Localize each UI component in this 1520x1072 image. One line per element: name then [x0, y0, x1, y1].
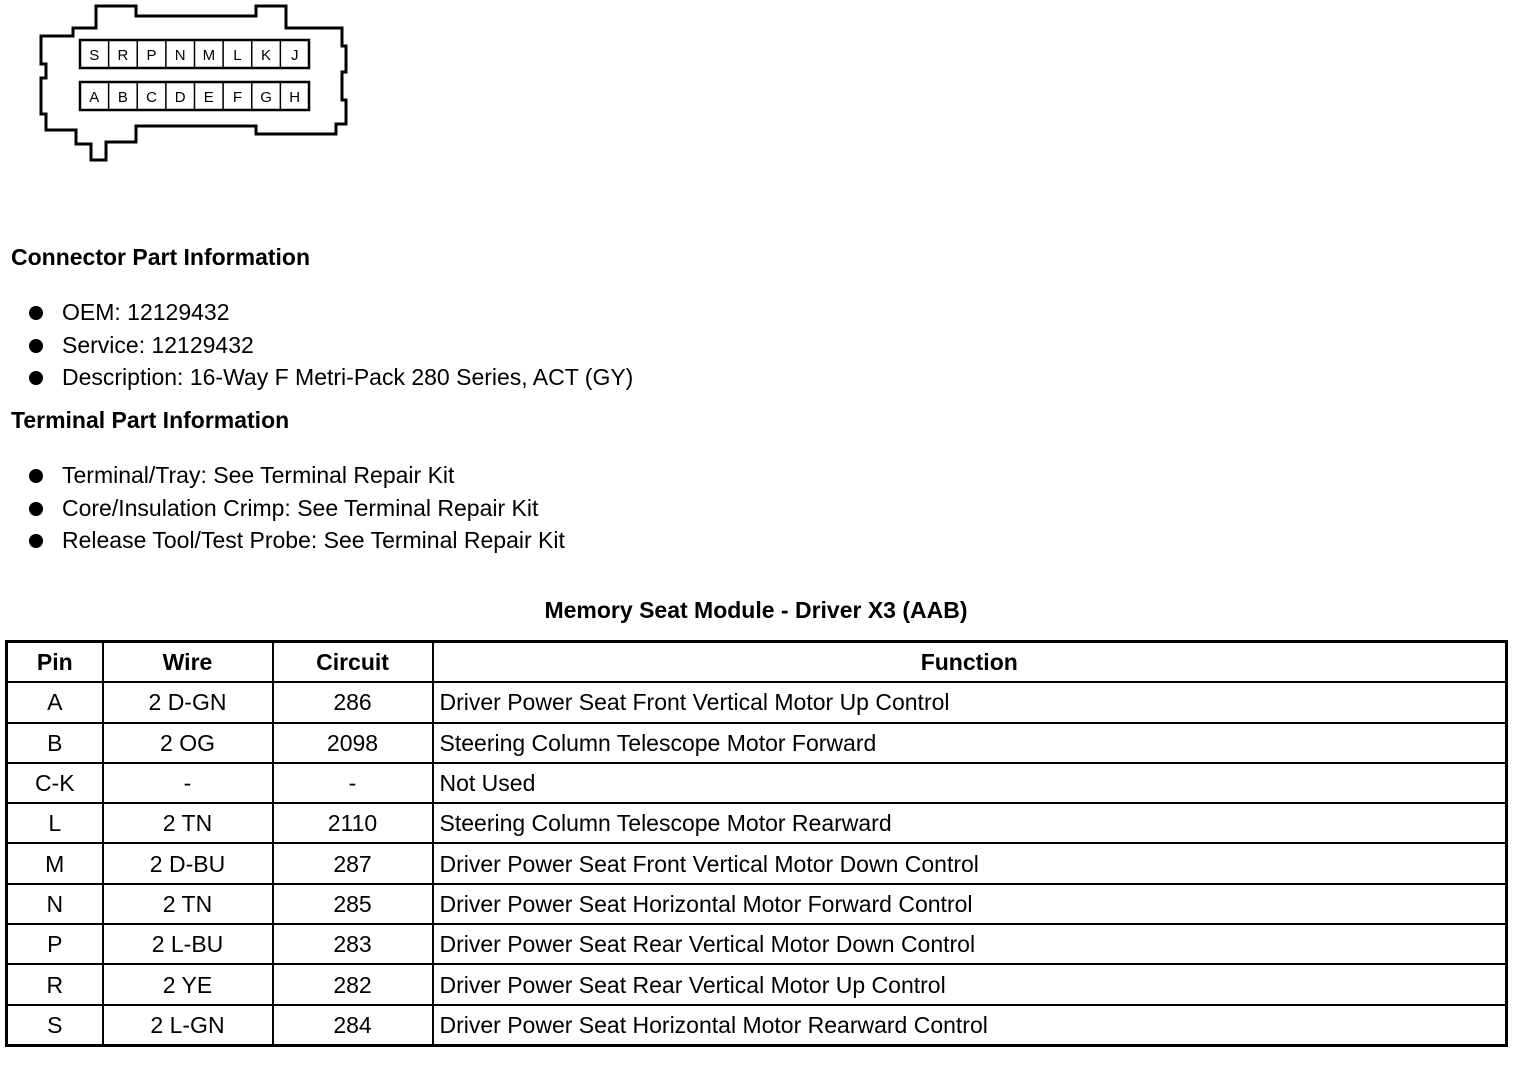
cavity-label-bottom: C: [146, 89, 157, 106]
cell-circuit: 282: [273, 964, 433, 1004]
column-header-wire: Wire: [103, 642, 273, 683]
cavity-label-top: S: [89, 47, 100, 64]
table-row: [7, 763, 1507, 803]
cell-wire: 2 OG: [103, 723, 273, 763]
cavity-label-top: N: [174, 47, 186, 64]
cavity-label-bottom: B: [117, 89, 128, 106]
bullet-icon: [29, 339, 43, 353]
cavity-label-bottom: E: [203, 89, 214, 106]
cell-pin: B: [7, 723, 103, 763]
connector-top-row: [89, 40, 298, 68]
cavity-label-bottom: F: [232, 89, 243, 106]
terminal-part-info-heading: Terminal Part Information: [11, 407, 290, 433]
column-header-pin: Pin: [7, 642, 103, 683]
cell-function: Driver Power Seat Horizontal Motor Forward Control: [433, 884, 1507, 924]
bullet-icon: [29, 371, 43, 385]
cell-wire: 2 D-GN: [103, 682, 273, 722]
cell-function: Steering Column Telescope Motor Rearward: [433, 803, 1507, 843]
cavity-label-top: K: [261, 47, 272, 64]
cell-wire: 2 L-GN: [103, 1005, 273, 1046]
table-row: [7, 884, 1507, 924]
cell-wire: 2 YE: [103, 964, 273, 1004]
cell-pin: A: [7, 682, 103, 722]
cell-circuit: 283: [273, 924, 433, 964]
table-row: [7, 1005, 1507, 1046]
cell-pin: P: [7, 924, 103, 964]
cell-pin: L: [7, 803, 103, 843]
list-item-text: Service: 12129432: [62, 331, 254, 358]
cell-function: Driver Power Seat Front Vertical Motor Up Control: [433, 682, 1507, 722]
table-row: [7, 964, 1507, 1004]
cell-pin: S: [7, 1005, 103, 1046]
cavity-label-top: J: [290, 47, 299, 64]
bullet-icon: [29, 534, 43, 548]
connector-bottom-row: [89, 82, 300, 110]
cavity-label-bottom: A: [89, 89, 100, 106]
connector-face-diagram: [0, 0, 380, 180]
cell-wire: 2 D-BU: [103, 843, 273, 883]
table-row: [7, 682, 1507, 722]
list-item: [0, 332, 633, 365]
cell-function: Driver Power Seat Rear Vertical Motor Down Control: [433, 924, 1507, 964]
list-item: [0, 495, 565, 528]
table-row: [7, 803, 1507, 843]
cavity-label-bottom: G: [260, 89, 272, 106]
table-header-row: [7, 642, 1507, 683]
cavity-label-bottom: H: [289, 89, 301, 106]
cell-pin: C-K: [7, 763, 103, 803]
list-item: [0, 364, 633, 397]
list-item: [0, 462, 565, 495]
column-header-circuit: Circuit: [273, 642, 433, 683]
bullet-icon: [29, 306, 43, 320]
cell-pin: R: [7, 964, 103, 1004]
terminal-part-info-list: [0, 462, 565, 560]
cell-wire: 2 TN: [103, 884, 273, 924]
connector-part-info-list: [0, 299, 633, 397]
cell-circuit: 2110: [273, 803, 433, 843]
list-item-text: Release Tool/Test Probe: See Terminal Repair Kit: [62, 527, 565, 554]
cell-function: Driver Power Seat Front Vertical Motor Down Control: [433, 843, 1507, 883]
cell-pin: N: [7, 884, 103, 924]
cell-circuit: 287: [273, 843, 433, 883]
cell-wire: 2 TN: [103, 803, 273, 843]
connector-part-info-heading: Connector Part Information: [11, 244, 311, 270]
bullet-icon: [29, 502, 43, 516]
cell-wire: -: [103, 763, 273, 803]
cell-function: Driver Power Seat Rear Vertical Motor Up Control: [433, 964, 1507, 1004]
table-row: [7, 843, 1507, 883]
column-header-function: Function: [433, 642, 1507, 683]
cell-circuit: -: [273, 763, 433, 803]
cavity-label-top: P: [146, 47, 157, 64]
cavity-label-top: R: [117, 47, 129, 64]
cell-pin: M: [7, 843, 103, 883]
table-row: [7, 924, 1507, 964]
pinout-table: [5, 640, 1508, 1047]
list-item-text: Description: 16-Way F Metri-Pack 280 Series, ACT (GY): [62, 364, 634, 391]
cell-function: Driver Power Seat Horizontal Motor Rearward Control: [433, 1005, 1507, 1046]
list-item: [0, 299, 633, 332]
table-row: [7, 723, 1507, 763]
list-item-text: Core/Insulation Crimp: See Terminal Repair Kit: [62, 494, 539, 521]
cell-function: Steering Column Telescope Motor Forward: [433, 723, 1507, 763]
cell-circuit: 284: [273, 1005, 433, 1046]
list-item-text: Terminal/Tray: See Terminal Repair Kit: [62, 462, 455, 488]
table-title: Memory Seat Module - Driver X3 (AAB): [544, 597, 968, 623]
cell-circuit: 2098: [273, 723, 433, 763]
cell-circuit: 286: [273, 682, 433, 722]
list-item: [0, 527, 565, 560]
bullet-icon: [29, 469, 43, 483]
cell-wire: 2 L-BU: [103, 924, 273, 964]
cell-function: Not Used: [433, 763, 1507, 803]
cavity-label-top: M: [202, 47, 216, 64]
cavity-label-top: L: [233, 47, 242, 64]
cell-circuit: 285: [273, 884, 433, 924]
list-item-text: OEM: 12129432: [62, 299, 230, 325]
cavity-label-bottom: D: [174, 89, 186, 106]
